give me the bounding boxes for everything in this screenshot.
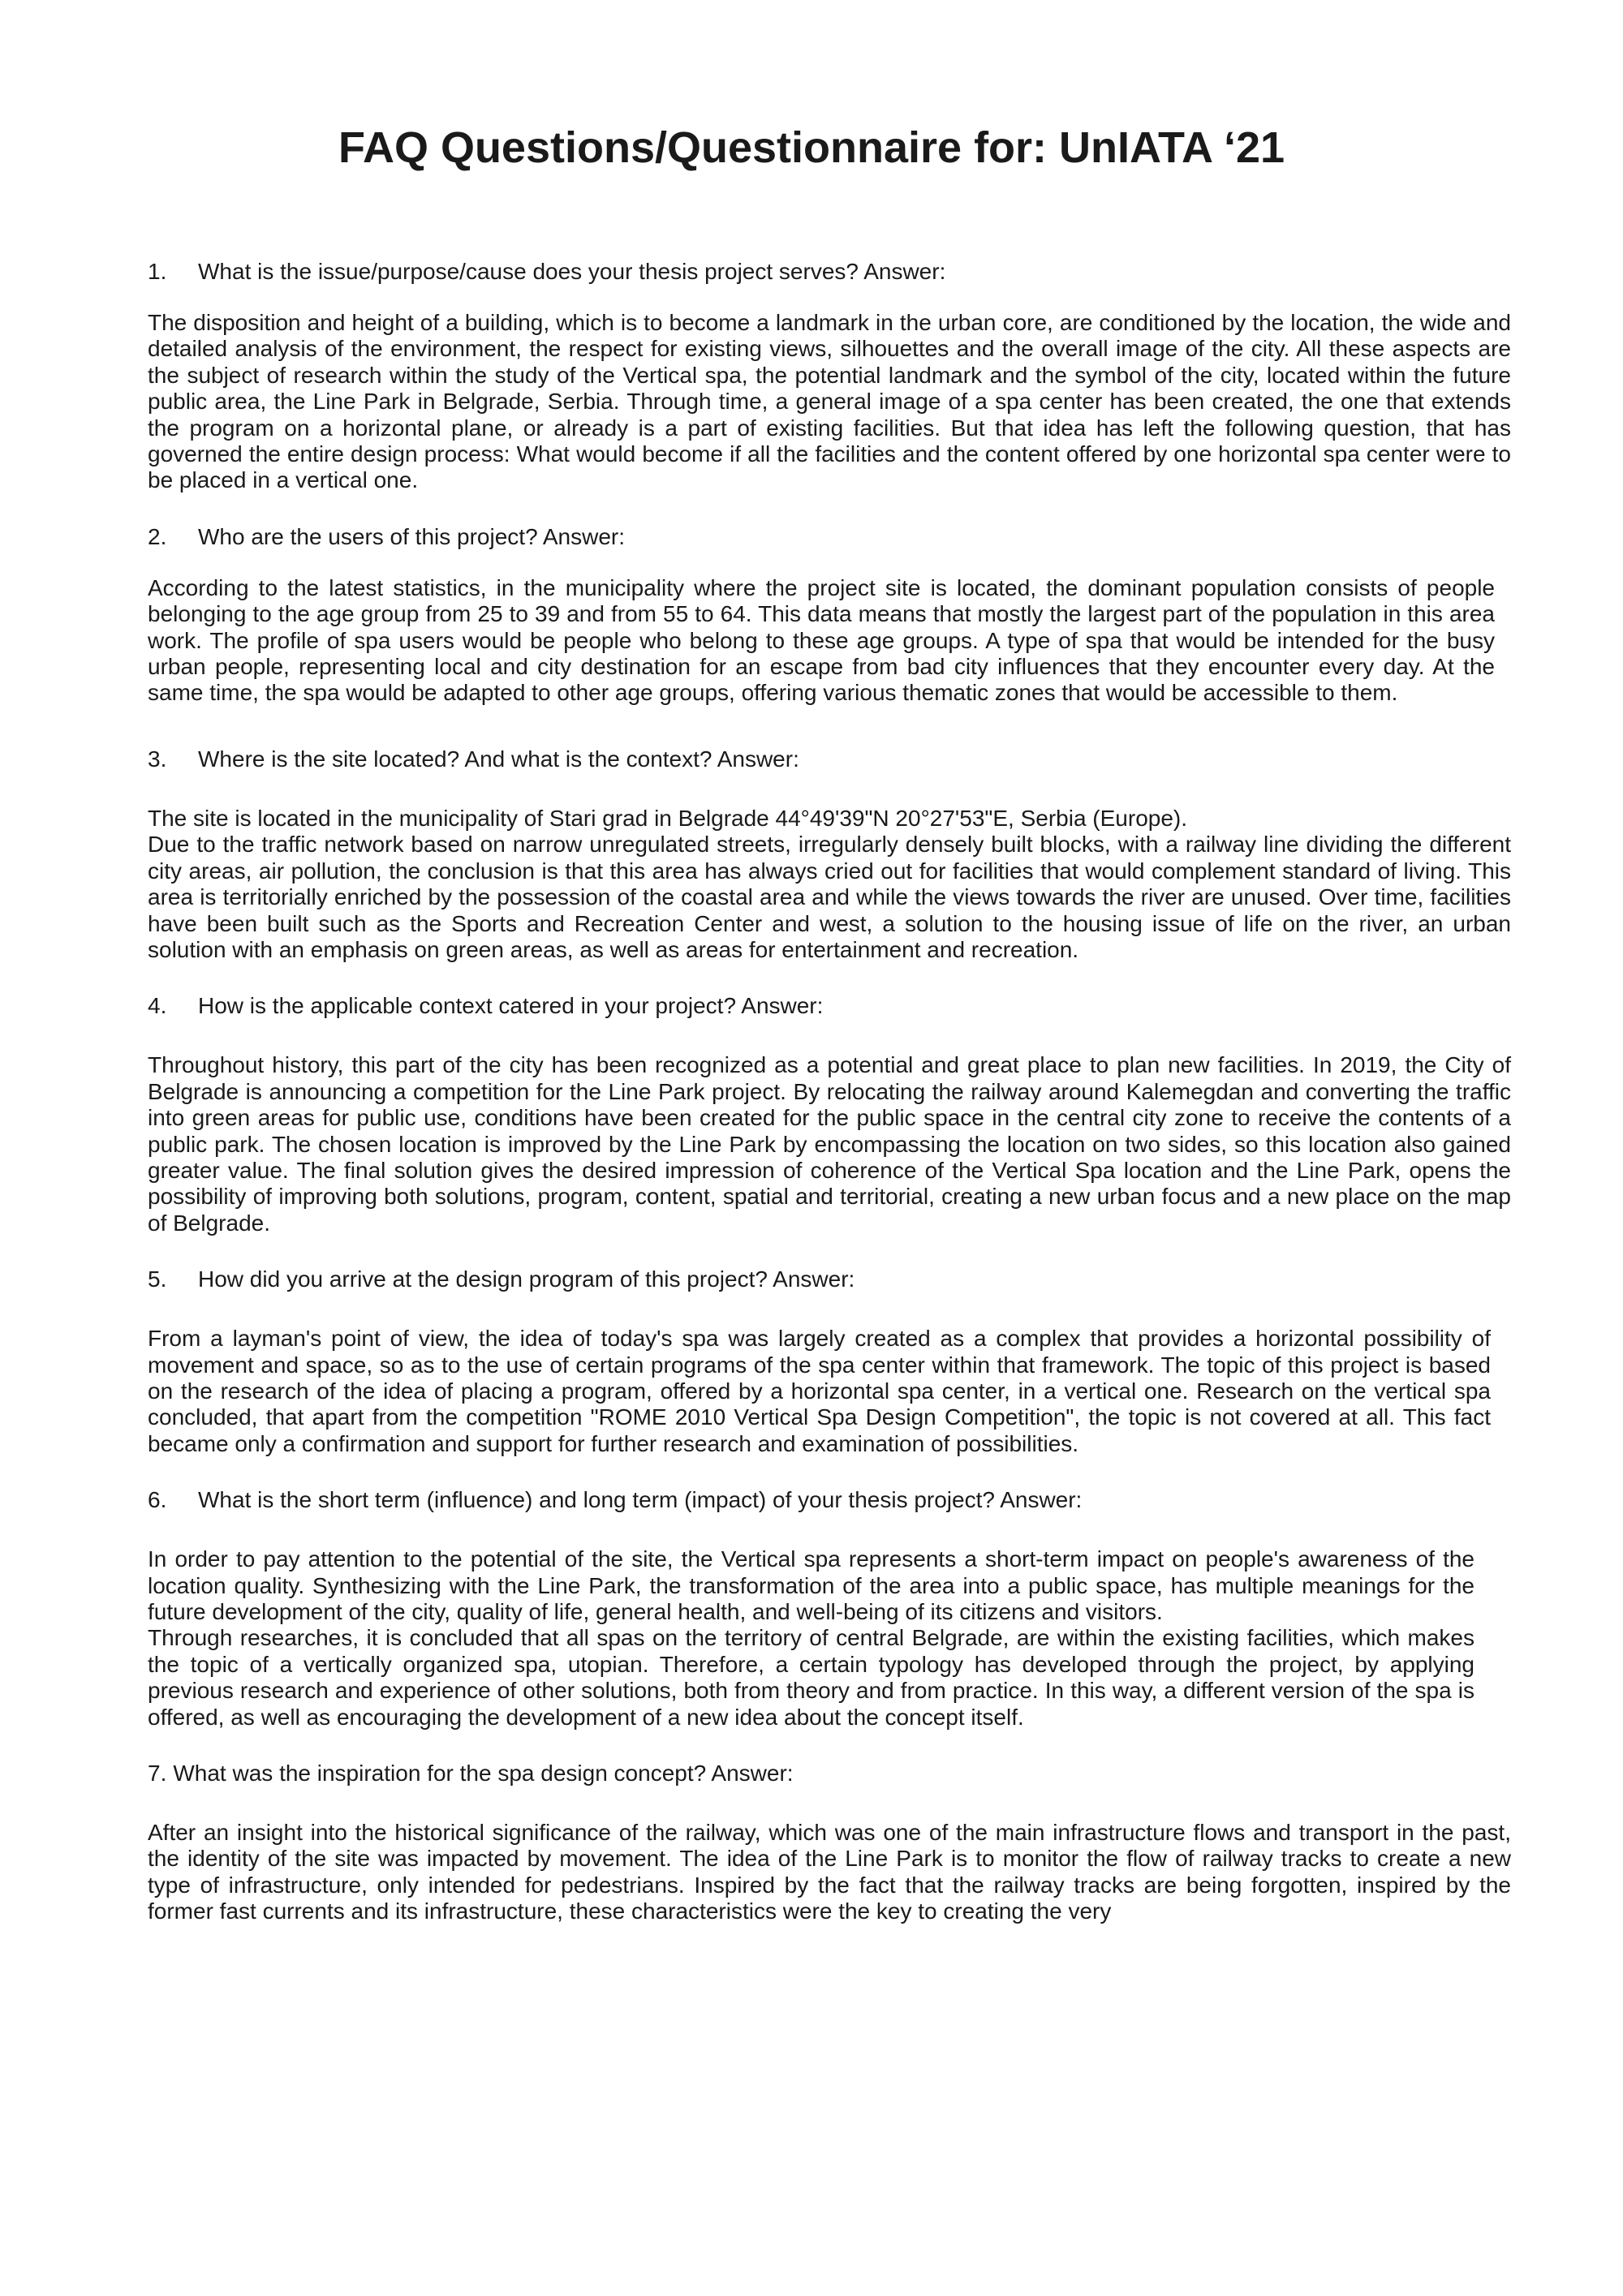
question-text: How is the applicable context catered in your project? Answer: bbox=[198, 993, 824, 1019]
question-number: 1. bbox=[148, 259, 167, 284]
question-4 bbox=[148, 992, 1511, 1020]
answer-paragraph: Throughout history, this part of the city has been recognized as a potential and great place to plan new facilities. In 2019, the City of Belgrade is announcing a competition for the Line Park project. By relocating the railway around Kalemegdan and converting the traffic into green areas for public use, conditions have been created for the public space in the central city zone to receive the contents of a public park. The chosen location is improved by the Line Park by encompassing the location on two sides, so this location also gained greater value. The final solution gives the desired impression of coherence of the Vertical Spa location and the Line Park, opens the possibility of improving both solutions, program, content, spatial and territorial, creating a new urban focus and a new place on the map of Belgrade. bbox=[148, 1052, 1511, 1236]
question-number: 6. bbox=[148, 1487, 167, 1513]
answer-5 bbox=[148, 1326, 1491, 1457]
question-text: How did you arrive at the design program of this project? Answer: bbox=[198, 1266, 855, 1292]
question-text: What is the issue/purpose/cause does your thesis project serves? Answer: bbox=[198, 259, 946, 284]
answer-paragraph: The disposition and height of a building, which is to become a landmark in the urban core, are conditioned by the location, the wide and detailed analysis of the environment, the respect for existing views, silhouettes and the overall image of the city. All these aspects are the subject of research within the study of the Vertical spa, the potential landmark and the symbol of the city, located within the future public area, the Line Park in Belgrade, Serbia. Through time, a general image of a spa center has been created, the one that extends the program on a horizontal plane, or already is a part of existing facilities. But that idea has left the following question, that has governed the entire design process: What would become if all the facilities and the content offered by one horizontal spa center were to be placed in a vertical one. bbox=[148, 310, 1511, 493]
question-1 bbox=[148, 258, 1511, 286]
faq-item-2 bbox=[148, 523, 1511, 707]
question-text: What is the short term (influence) and long term (impact) of your thesis project? Answer: bbox=[198, 1487, 1083, 1513]
answer-6 bbox=[148, 1546, 1474, 1731]
answer-paragraph: Through researches, it is concluded that all spas on the territory of central Belgrade, are within the existing facilities, which makes the topic of a vertically organized spa, utopian. Therefore, a certain typology has developed through the project, by applying previous research and experience of other solutions, both from theory and from practice. In this way, a different version of the spa is offered, as well as encouraging the development of a new idea about the concept itself. bbox=[148, 1625, 1474, 1730]
answer-2 bbox=[148, 575, 1495, 707]
question-3 bbox=[148, 746, 1511, 773]
question-7 bbox=[148, 1760, 1511, 1787]
document-title: FAQ Questions/Questionnaire for: UnIATA ‘21 bbox=[338, 123, 1285, 172]
faq-item-3 bbox=[148, 746, 1511, 963]
answer-paragraph: In order to pay attention to the potential of the site, the Vertical spa represents a short-term impact on people's awareness of the location quality. Synthesizing with the Line Park, the transformation of the area into a public space, has multiple meanings for the future development of the city, quality of life, general health, and well-being of its citizens and visitors. bbox=[148, 1546, 1474, 1624]
faq-item-4 bbox=[148, 992, 1511, 1236]
question-text: Where is the site located? And what is the context? Answer: bbox=[198, 746, 799, 772]
question-text: What was the inspiration for the spa design concept? Answer: bbox=[173, 1761, 794, 1786]
answer-3 bbox=[148, 806, 1511, 963]
question-number: 2. bbox=[148, 523, 167, 549]
question-5 bbox=[148, 1266, 1511, 1293]
answer-7 bbox=[148, 1820, 1511, 1925]
answer-paragraph: Due to the traffic network based on narrow unregulated streets, irregularly densely built blocks, with a railway line dividing the different city areas, air pollution, the conclusion is that this area has always cried out for facilities that would complement standard of living. This area is territorially enriched by the possession of the coastal area and while the views towards the river are unused. Over time, facilities have been built such as the Sports and Recreation Center and west, a solution to the housing issue of life on the river, an urban solution with an emphasis on green areas, as well as areas for entertainment and recreation. bbox=[148, 832, 1511, 962]
answer-4 bbox=[148, 1052, 1511, 1236]
question-text: Who are the users of this project? Answer: bbox=[198, 523, 626, 549]
question-number: 4. bbox=[148, 993, 167, 1019]
question-number: 3. bbox=[148, 746, 167, 772]
answer-paragraph: According to the latest statistics, in the municipality where the project site is located, the dominant population consists of people belonging to the age group from 25 to 39 and from 55 to 64. This data means that mostly the largest part of the population in this area work. The profile of spa users would be people who belong to these age groups. A type of spa that would be intended for the busy urban people, representing local and city destination for an escape from bad city influences that they encounter every day. At the same time, the spa would be adapted to other age groups, offering various thematic zones that would be accessible to them. bbox=[148, 574, 1495, 706]
faq-item-7 bbox=[148, 1760, 1511, 1925]
question-number: 5. bbox=[148, 1266, 167, 1292]
faq-item-5 bbox=[148, 1266, 1511, 1457]
question-number: 7. bbox=[148, 1761, 167, 1786]
answer-1 bbox=[148, 310, 1511, 494]
faq-item-1 bbox=[148, 258, 1511, 494]
faq-item-6 bbox=[148, 1486, 1511, 1731]
answer-paragraph: From a layman's point of view, the idea of today's spa was largely created as a complex that provides a horizontal possibility of movement and space, so as to the use of certain programs of the spa center within that framework. The topic of this project is based on the research of the idea of placing a program, offered by a horizontal spa center, in a vertical one. Research on the vertical spa concluded, that apart from the competition "ROME 2010 Vertical Spa Design Competition", the topic is not covered at all. This fact became only a confirmation and support for further research and examination of possibilities. bbox=[148, 1326, 1491, 1456]
answer-paragraph: The site is located in the municipality of Stari grad in Belgrade 44°49'39"N 20°27'53"E, Serbia (Europe). bbox=[148, 805, 1188, 831]
faq-content bbox=[148, 258, 1511, 1954]
question-2 bbox=[148, 523, 1511, 551]
question-6 bbox=[148, 1486, 1511, 1514]
answer-paragraph: After an insight into the historical significance of the railway, which was one of the main infrastructure flows and transport in the past, the identity of the site was impacted by movement. The idea of the Line Park is to monitor the flow of railway tracks to create a new type of infrastructure, only intended for pedestrians. Inspired by the fact that the railway tracks are being forgotten, inspired by the former fast currents and its infrastructure, these characteristics were the key to creating the very bbox=[148, 1820, 1511, 1924]
